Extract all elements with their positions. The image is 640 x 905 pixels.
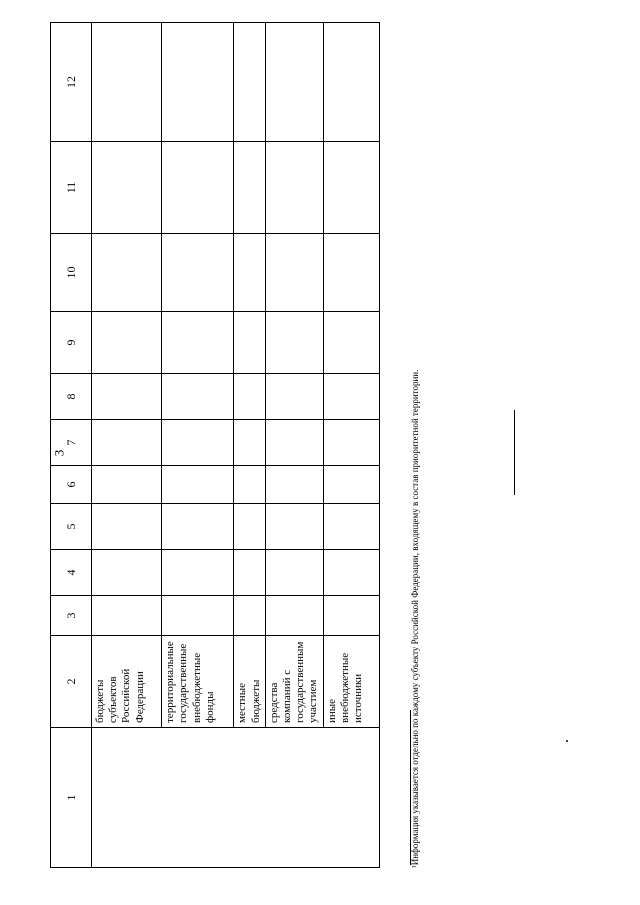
table-cell <box>265 312 323 374</box>
table-cell <box>162 312 234 374</box>
row-label: иные внебюджетные источники <box>323 636 379 728</box>
table-cell <box>323 312 379 374</box>
row-label: средства компаний с государственным участием <box>265 636 323 728</box>
table-cell <box>265 142 323 234</box>
table-cell <box>265 420 323 466</box>
table-cell <box>162 374 234 420</box>
table-cell <box>265 466 323 504</box>
scan-speck <box>566 740 568 742</box>
table-cell <box>323 596 379 636</box>
table-cell <box>323 466 379 504</box>
table-cell <box>92 312 162 374</box>
table-cell <box>265 596 323 636</box>
col-header: 6 <box>51 466 92 504</box>
col-header: 12 <box>51 23 92 142</box>
table-cell <box>265 504 323 550</box>
col-header: 7 <box>51 420 92 466</box>
footnote-text: ¹Информация указывается отдельно по каждому субъекту Российской Федерации, входящему в состав приоритетной территории. <box>410 369 420 868</box>
table-cell <box>92 234 162 312</box>
col-header: 5 <box>51 504 92 550</box>
table-cell <box>162 596 234 636</box>
table-cell <box>92 504 162 550</box>
table-cell <box>92 420 162 466</box>
table-cell <box>92 550 162 596</box>
table-cell <box>265 23 323 142</box>
table-cell <box>162 504 234 550</box>
table-cell <box>234 550 265 596</box>
header-row <box>51 23 92 868</box>
table-cell <box>265 234 323 312</box>
table-cell <box>162 550 234 596</box>
row-label: бюджеты субъектов Российской Федерации <box>92 636 162 728</box>
signature-line <box>514 410 515 495</box>
table-cell <box>323 142 379 234</box>
col-header: 2 <box>51 636 92 728</box>
col-header: 10 <box>51 234 92 312</box>
rotated-table-container <box>50 23 380 868</box>
table-cell <box>234 312 265 374</box>
table-cell <box>162 234 234 312</box>
table-cell <box>92 374 162 420</box>
table-cell <box>92 466 162 504</box>
table-cell <box>323 23 379 142</box>
col-header: 4 <box>51 550 92 596</box>
table-row <box>92 23 162 868</box>
table-cell <box>162 420 234 466</box>
table-cell <box>265 374 323 420</box>
table-cell <box>323 550 379 596</box>
table-cell <box>234 596 265 636</box>
table-cell <box>234 374 265 420</box>
table-cell <box>323 420 379 466</box>
table-cell <box>234 23 265 142</box>
table-cell <box>234 142 265 234</box>
col1-merged-cell <box>92 728 380 868</box>
funding-sources-table <box>50 22 380 868</box>
table-cell <box>265 550 323 596</box>
col-header: 8 <box>51 374 92 420</box>
table-cell <box>92 596 162 636</box>
col-header: 11 <box>51 142 92 234</box>
row-label: территориальные государственные внебюджетные фонды <box>162 636 234 728</box>
table-cell <box>323 374 379 420</box>
col-header: 3 <box>51 596 92 636</box>
table-cell <box>323 504 379 550</box>
table-cell <box>162 466 234 504</box>
table-cell <box>234 504 265 550</box>
col-header: 1 <box>51 728 92 868</box>
col-header: 9 <box>51 312 92 374</box>
table-cell <box>234 466 265 504</box>
table-cell <box>234 420 265 466</box>
table-cell <box>162 23 234 142</box>
page-number: 3 <box>51 449 67 457</box>
table-cell <box>162 142 234 234</box>
table-cell <box>92 23 162 142</box>
row-label: местные бюджеты <box>234 636 265 728</box>
table-cell <box>92 142 162 234</box>
table-cell <box>234 234 265 312</box>
table-cell <box>323 234 379 312</box>
